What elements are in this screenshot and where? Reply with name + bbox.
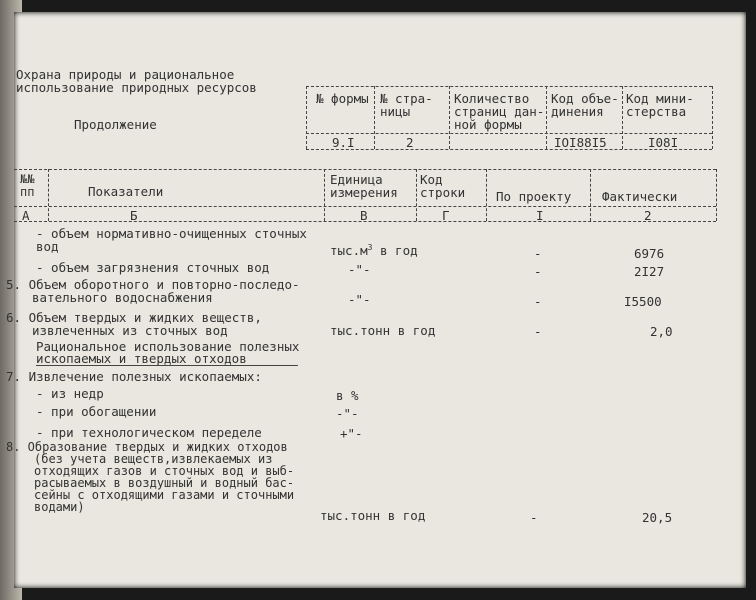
- doc-title-line2: использование природных ресурсов: [16, 80, 257, 95]
- col-letter-v: В: [360, 208, 368, 223]
- continuation-label: Продолжение: [74, 117, 157, 132]
- col-letter-g: Г: [442, 208, 450, 223]
- section-heading-1: Рациональное использование полезных: [36, 339, 300, 354]
- row2-label: - объем загрязнения сточных вод: [36, 260, 270, 275]
- page-number-value: 2: [406, 135, 414, 150]
- main-table-vline: [48, 169, 49, 221]
- row6-label: - из недр: [36, 386, 104, 401]
- row4-label-2: извлеченных из сточных вод: [32, 323, 228, 338]
- row4-actual: 2,0: [650, 324, 673, 339]
- row1-project: -: [534, 246, 542, 261]
- form-number-header: № формы: [316, 91, 369, 106]
- row9-actual: 20,5: [642, 510, 673, 525]
- section-underline: [36, 365, 298, 366]
- row8-unit: +"-: [340, 426, 363, 441]
- row3-actual: I5500: [624, 294, 662, 309]
- row2-actual: 2I27: [634, 264, 665, 279]
- row9-project: -: [530, 510, 538, 525]
- main-table-vline: [324, 169, 325, 221]
- row7-label: - при обогащении: [36, 404, 157, 419]
- main-table-vline: [486, 169, 487, 221]
- col-unit-header-2: измерения: [330, 185, 398, 200]
- col-letter-a: А: [22, 208, 30, 223]
- row1-actual: 6976: [634, 246, 665, 261]
- main-table-vline: [716, 169, 717, 221]
- col-letter-1: I: [536, 208, 544, 223]
- col-project-header: По проекту: [496, 189, 572, 204]
- col-unit-header-1: Единица: [330, 172, 383, 187]
- row3-label-2: вательного водоснабжения: [32, 290, 213, 305]
- row3-unit: -"-: [348, 292, 371, 307]
- page-number-header-1: № стра-: [380, 91, 433, 106]
- ministry-code-header-1: Код мини-: [626, 91, 694, 106]
- row4-label-1: 6. Объем твердых и жидких веществ,: [6, 310, 262, 325]
- ministry-code-value: I08I: [648, 135, 679, 150]
- col-actual-header: Фактически: [602, 189, 678, 204]
- form-table-top-line: [306, 86, 712, 87]
- association-code-value: IOI88I5: [554, 135, 607, 150]
- form-table-vline: [374, 86, 375, 149]
- col-letter-b: Б: [130, 208, 138, 223]
- row9-label-3: отходящих газов и сточных вод и выб-: [34, 464, 295, 478]
- main-table-top-line: [14, 169, 716, 170]
- form-number-value: 9.I: [332, 135, 355, 150]
- row9-label-6: водами): [34, 500, 85, 514]
- main-table-vline: [590, 169, 591, 221]
- row9-label-5: сейны с отходящими газами и сточными: [34, 488, 295, 502]
- pages-count-header-2: страниц дан-: [454, 104, 545, 119]
- col-indicators-header: Показатели: [88, 184, 164, 199]
- section-heading-2: ископаемых и твердых отходов: [36, 351, 247, 366]
- form-table-vline: [712, 86, 713, 149]
- row1-unit: $тыс.м^3$ в год: [330, 243, 418, 259]
- col-code-header-2: строки: [420, 185, 466, 200]
- ministry-code-header-2: стерства: [626, 104, 687, 119]
- main-table-header-line: [14, 206, 716, 207]
- row9-label-2: (без учета веществ,извлекаемых из: [34, 452, 273, 466]
- col-number-header-1: №№: [20, 172, 35, 186]
- row5-label: 7. Извлечение полезных ископаемых:: [6, 369, 262, 384]
- association-code-header-1: Код объе-: [551, 91, 619, 106]
- row4-project: -: [534, 324, 542, 339]
- row7-unit: -"-: [336, 406, 359, 421]
- row9-unit: тыс.тонн в год: [320, 508, 426, 523]
- pages-count-header-3: ной формы: [454, 117, 522, 132]
- row2-project: -: [534, 264, 542, 279]
- col-code-header-1: Код: [420, 172, 443, 187]
- doc-title-line1: Охрана природы и рациональное: [16, 67, 235, 82]
- row6-unit: в %: [336, 388, 359, 403]
- page-number-header-2: ницы: [380, 104, 411, 119]
- association-code-header-2: динения: [551, 104, 604, 119]
- form-table-vline: [306, 86, 307, 149]
- form-table-vline: [449, 86, 450, 149]
- row9-label-1: 8. Образование твердых и жидких отходов: [6, 440, 288, 454]
- row1-label-2: вод: [36, 239, 59, 254]
- form-table-vline: [622, 86, 623, 149]
- col-letter-2: 2: [644, 208, 652, 223]
- pages-count-header-1: Количество: [454, 91, 530, 106]
- row9-label-4: расываемых в воздушный и водный бас-: [34, 476, 295, 490]
- row1-label-1: - объем нормативно-очищенных сточных: [36, 226, 307, 241]
- main-table-vline: [416, 169, 417, 221]
- document-page: [6, 12, 746, 588]
- row4-unit: тыс.тонн в год: [330, 323, 436, 338]
- form-table-vline: [546, 86, 547, 149]
- row3-project: -: [534, 294, 542, 309]
- col-number-header-2: пп: [20, 185, 35, 199]
- form-table-mid-line: [306, 133, 712, 134]
- row2-unit: -"-: [348, 262, 371, 277]
- row8-label: - при технологическом переделе: [36, 425, 262, 440]
- row3-label-1: 5. Объем оборотного и повторно-последо-: [6, 277, 300, 292]
